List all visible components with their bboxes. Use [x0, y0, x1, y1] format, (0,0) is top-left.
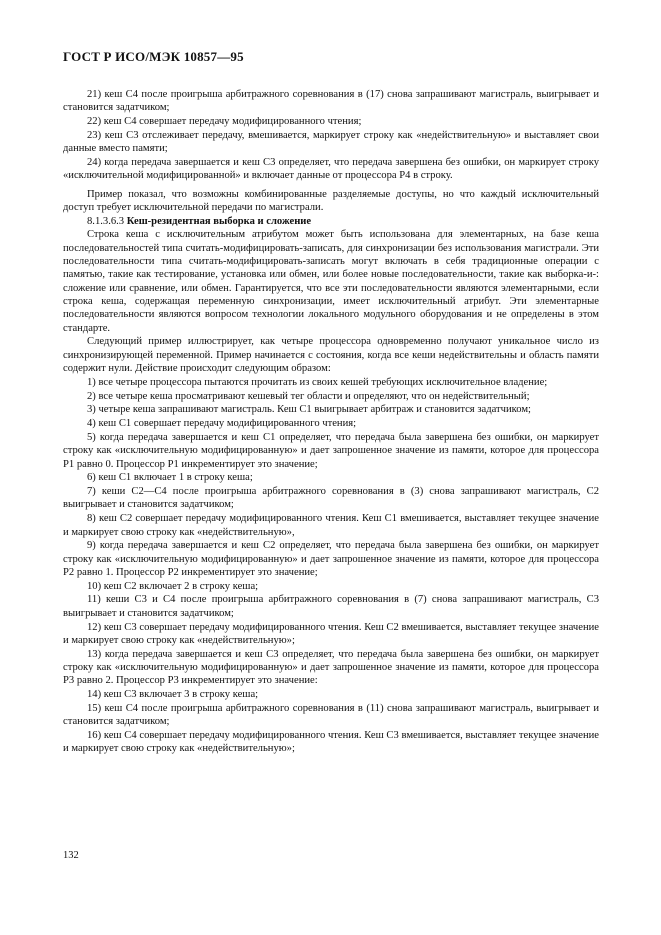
list-item: 5) когда передача завершается и кеш С1 определяет, что передача была завершена без ошибки, он маркирует строку как «исключительную модифицированную» и дает запрошенное значение из памяти, которое для процессора Р1 равно 0. Процессор Р1 инкрементирует это значение; [63, 431, 599, 470]
list-item: 1) все четыре процессора пытаются прочитать из своих кешей требующих исключительное владение; [87, 376, 548, 388]
list-item: 2) все четыре кеша просматривают кешевый тег области и определяют, что он недействительный; [87, 390, 530, 402]
list-item: 7) кеши С2—С4 после проигрыша арбитражного соревнования в (3) снова запрашивают магистраль, С2 выигрывает и становится задатчиком; [63, 486, 599, 511]
list-item: 23) кеш С3 отслеживает передачу, вмешивается, маркирует строку как «недействительную» и выставляет свои данные вместо памяти; [63, 129, 599, 155]
list-item: 21) кеш С4 после проигрыша арбитражного соревнования в (17) снова запрашивают магистраль, выигрывает и становится задатчиком; [63, 89, 599, 114]
page-number: 132 [63, 850, 79, 861]
page-body [63, 88, 599, 756]
list-item: 16) кеш С4 совершает передачу модифицированного чтения. Кеш С3 вмешивается, выставляет текущее значение и маркирует свою строку как «недействительную»; [63, 729, 599, 755]
list-item: 15) кеш С4 после проигрыша арбитражного соревнования в (11) снова запрашивают магистраль, выигрывает и становится задатчиком; [63, 702, 599, 728]
summary-paragraph: Пример показал, что возможны комбинированные разделяемые доступы, но что каждый исключительный доступ требует исключительной передачи по магистрали. [63, 188, 599, 213]
page-header: ГОСТ Р ИСО/МЭК 10857—95 [63, 49, 244, 64]
paragraph: Строка кеша с исключительным атрибутом может быть использована для элементарных, на базе кеша последовательностей типа считать-модифицировать-записать, для синхронизации без использования магистрали. Эти последовательности типа считать-модифицировать-записать могут включать в себя традиционные операции с памятью, такие как тестирование, установка или обмен, или более новые последовательности, такие как выборка-и-: сложение или сравнение, или обмен. Гарантируется, что все эти последовательности являются элементарными, если строка кеша, содержащая переменную синхронизации, имеет исключительный атрибут. Эти элементарные последовательности являются вопросом технологии локального модульного оборудования и не определены в этом стандарте. [63, 229, 599, 334]
list-item: 10) кеш С2 включает 2 в строку кеша; [87, 580, 259, 592]
list-item: 8) кеш С2 совершает передачу модифицированного чтения. Кеш С1 вмешивается, выставляет текущее значение и маркирует свою строку как «недействительную», [63, 513, 599, 538]
list-item: 24) когда передача завершается и кеш С3 определяет, что передача завершена без ошибки, он маркирует строку «исключительной модифицированной» и включает данные от процессора Р4 в строку. [63, 156, 599, 182]
section-title: Кеш-резидентная выборка и сложение [126, 215, 312, 227]
list-item: 14) кеш С3 включает 3 в строку кеша; [87, 689, 259, 701]
list-item: 9) когда передача завершается и кеш С2 определяет, что передача была завершена без ошибки, он маркирует строку как «исключительную модифицированную» и дает запрошенное значение из памяти, которое для процессора Р2 равно 1. Процессор Р2 инкрементирует это значение; [63, 540, 599, 578]
list-item: 3) четыре кеша запрашивают магистраль. Кеш С1 выигрывает арбитраж и становится задатчиком; [87, 404, 532, 416]
list-item: 13) когда передача завершается и кеш С3 определяет, что передача была завершена без ошибки, он маркирует строку как «исключительную модифицированную» и дает запрошенное значение из памяти, которое для процессора Р3 равно 2. Процессор Р3 инкрементирует это значение: [63, 648, 599, 687]
list-item: 11) кеши С3 и С4 после проигрыша арбитражного соревнования в (7) снова запрашивают магистраль, С3 выигрывает и становится задатчиком; [63, 594, 599, 619]
paragraph: Следующий пример иллюстрирует, как четыре процессора одновременно получают уникальное число из синхронизирующей переменной. Пример начинается с состояния, когда все кеши недействительны и область памяти содержит нули. Действие происходит следующим образом: [63, 336, 599, 374]
list-item: 6) кеш С1 включает 1 в строку кеша; [87, 472, 253, 484]
list-item: 12) кеш С3 совершает передачу модифицированного чтения. Кеш С2 вмешивается, выставляет текущее значение и маркирует свою строку как «недействительную»; [63, 621, 599, 646]
list-item: 22) кеш С4 совершает передачу модифицированного чтения; [87, 116, 362, 128]
list-item: 4) кеш С1 совершает передачу модифицированного чтения; [87, 418, 357, 430]
section-heading [63, 215, 599, 228]
section-number: 8.1.3.6.3 [87, 215, 125, 227]
